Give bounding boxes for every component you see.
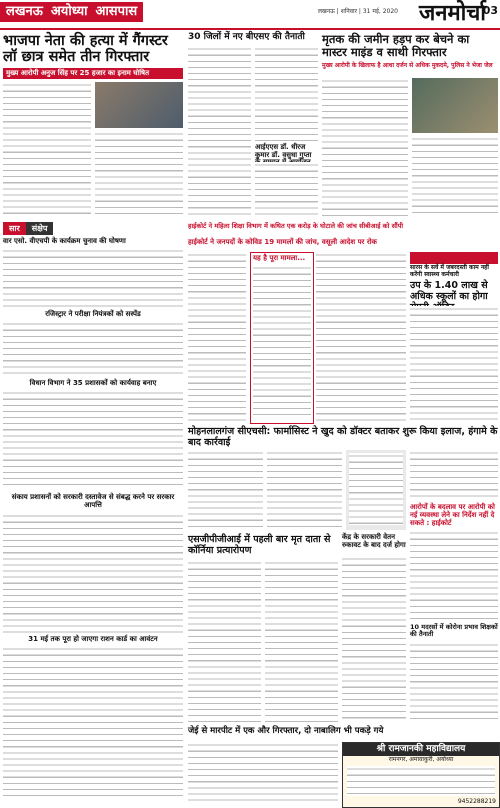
eye-headline: आरोपों के बदलाव पर आरोपी को नई व्यवस्था लेने का निर्देश नहीं दे सकते : हाईकोर्ट <box>410 503 495 527</box>
land-subhead: मुख्य आरोपी के खिलाफ है आधा दर्जन से अधिक मुकदमे, पुलिस ने भेजा जेल <box>322 62 493 69</box>
jail-body <box>188 742 338 804</box>
lead-body-col-1 <box>3 82 91 217</box>
sar-item-2-body <box>3 321 183 377</box>
ad-title: श्री रामजानकी महाविद्यालय <box>343 743 499 756</box>
sgpgi-body-col-2 <box>265 560 338 722</box>
brand-logo <box>405 0 500 28</box>
sgpgi-headline: एसजीपीजीआई में पहली बार मृत दाता से कॉर्निया प्रत्यारोपण <box>188 534 331 556</box>
cow-body <box>342 556 406 722</box>
ad-box <box>342 742 500 808</box>
land-body-col-1 <box>322 78 408 217</box>
jail-headline: जेई से मारपीट में एक और गिरफ्तार, दो नाबालिग भी पकड़े गये <box>188 726 384 736</box>
section-tabs <box>0 2 143 22</box>
mohan-pullquote-text <box>349 453 403 525</box>
red-strip <box>410 252 498 264</box>
dateline: लखनऊ | शनिवार | 31 मई, 2020 <box>317 8 398 15</box>
sar-item-1-body <box>3 248 183 308</box>
land-headline: मृतक की जमीन हड़प कर बेचने का मास्टर माइंड व साथी गिरफ्तार <box>322 32 470 59</box>
page-number: 03 <box>482 4 498 17</box>
lead-subhead: मुख्य आरोपी अनुज सिंह पर 25 हजार का इनाम घोषित <box>3 68 183 79</box>
banner-body-col-2 <box>316 252 406 422</box>
sar-item-5: 31 मई तक पूरा हो जाएगा राशन कार्ड का आवंटन <box>28 635 158 643</box>
bsa-headline: 30 जिलों में नए बीएसए की तैनाती <box>188 32 305 42</box>
kushinagar-body <box>410 642 498 722</box>
sar-item-4-body <box>3 513 183 633</box>
cow-headline: केंद्र के सरकारी वेतन रुकावट के बाद दर्ज होगा <box>342 533 406 549</box>
masthead-rule <box>0 28 500 30</box>
sankshep-label: संक्षेप <box>26 222 54 235</box>
sar-item-4: संकाय प्रशासनों को सरकारी दस्तावेज से संबद्ध करने पर सरकार आपत्ति <box>11 493 175 509</box>
brand-name: जनमोर्चा <box>418 0 486 26</box>
ad-body <box>347 766 495 796</box>
land-body-col-2 <box>412 136 498 217</box>
bsa-body-col-1 <box>188 46 251 217</box>
banner-1: हाईकोर्ट ने महिला शिक्षा विभाग में कथित एक करोड़ के घोटाले की जांच सीबीआई को सौंपी <box>188 222 404 230</box>
mohan-pullquote <box>346 450 406 530</box>
sar-label: सार <box>3 222 26 235</box>
banner-body-col-1 <box>188 252 246 422</box>
bsa-body-col-2 <box>255 46 318 141</box>
lead-photo <box>95 82 183 128</box>
chair-headline: यह है पूरा मामला... <box>253 254 306 262</box>
sgpgi-body-col-1 <box>188 560 261 722</box>
ias-body <box>255 162 318 217</box>
ias-headline: आईएएस डॉ. धीरज कुमार डॉ. वसुधा गुप्ता <box>255 143 312 159</box>
lead-body-col-2 <box>95 131 183 217</box>
red-strip-text: सारस के सर्वे में जबरदस्ती काम नहीं करेंगी स्वास्थ्य कर्मचारी <box>410 264 489 278</box>
up-body <box>410 306 498 422</box>
sar-item-2: रजिस्ट्रार ने परीक्षा नियंत्रकों को सस्पेंड <box>45 310 141 318</box>
section-lucknow: लखनऊ <box>4 2 45 22</box>
mohan-headline: मोहनलालगंज सीएचसी: फार्मासिस्ट ने खुद को डॉक्टर बताकर शुरू किया इलाज, हंगामे के बाद कार्रवाई <box>188 426 498 448</box>
banner-2: हाईकोर्ट ने जनपदों के कोविड 19 मामलों की जांच, वसूली आदेश पर रोक <box>188 238 377 246</box>
lead-headline: भाजपा नेता की हत्या में गैंगस्टर लॉ छात्र समेत तीन गिरफ्तार <box>3 33 168 65</box>
sar-item-3-body <box>3 390 183 490</box>
chair-body <box>253 265 311 415</box>
section-aaspaas: आसपास <box>94 2 140 22</box>
chair-box <box>250 252 314 424</box>
sar-item-3: विधान विभाग ने 35 प्रशासकों को कार्यवाह बनाए <box>29 379 157 387</box>
eye-body <box>410 530 498 620</box>
sar-item-1: वार एसो. वीएचपी के कार्यक्रम चुनाव की घोषणा <box>3 237 126 245</box>
ad-phone: 9452288219 <box>457 798 496 805</box>
section-ayodhya: अयोध्या <box>49 2 90 22</box>
land-photo <box>412 78 498 133</box>
mohan-body-col-3 <box>410 450 498 500</box>
kushinagar-headline: 10 मदरसों में कोरोना प्रभाव शिक्षकों की तैनाती <box>410 623 498 639</box>
masthead <box>0 0 500 28</box>
mohan-body-col-1 <box>188 450 263 530</box>
sar-item-5-body <box>3 646 183 796</box>
mohan-body-col-2 <box>267 450 342 530</box>
sar-header <box>3 222 183 235</box>
ad-address: रामनगर, अमावाकुरी, अयोध्या <box>388 756 454 763</box>
up-headline: उप के 1.40 लाख से अधिक स्कूलों का होगा <box>410 280 488 302</box>
